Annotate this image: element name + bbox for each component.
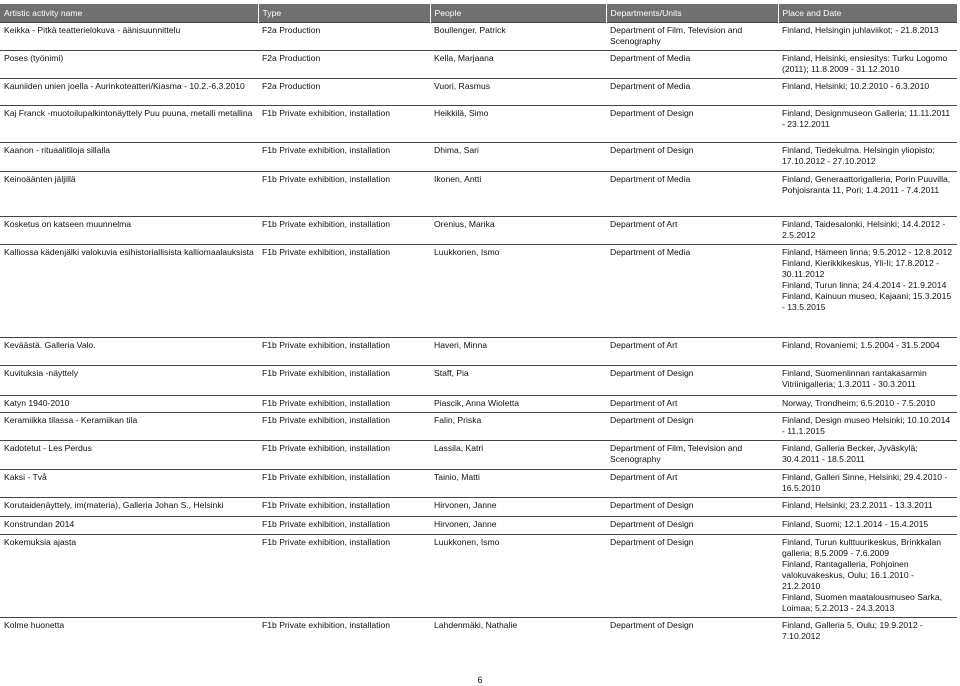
cell-activity-name: Kaksi - Två xyxy=(0,470,258,498)
cell-activity-name: Keväästä. Galleria Valo. xyxy=(0,338,258,366)
table-row xyxy=(0,217,957,245)
cell-place-date: Finland, Suomenlinnan rantakasarmin Vitriinigalleria; 1.3.2011 - 30.3.2011 xyxy=(778,366,957,396)
table-body xyxy=(0,23,957,649)
cell-people: Ikonen, Antti xyxy=(430,172,606,217)
table-row xyxy=(0,441,957,470)
cell-place-date: Finland, Suomi; 12.1.2014 - 15.4.2015 xyxy=(778,517,957,535)
cell-department: Department of Art xyxy=(606,396,778,413)
cell-type: F1b Private exhibition, installation xyxy=(258,517,430,535)
cell-activity-name: Keramiikka tilassa - Keramiikan tila xyxy=(0,413,258,441)
cell-people: Kella, Marjaana xyxy=(430,51,606,79)
cell-people: Hirvonen, Janne xyxy=(430,498,606,517)
cell-type: F1b Private exhibition, installation xyxy=(258,470,430,498)
cell-people: Lahdenmäki, Nathalie xyxy=(430,618,606,649)
cell-activity-name: Keinoäänten jäljillä xyxy=(0,172,258,217)
table-row xyxy=(0,498,957,517)
table-row xyxy=(0,338,957,366)
cell-department: Department of Art xyxy=(606,338,778,366)
cell-type: F1b Private exhibition, installation xyxy=(258,338,430,366)
cell-department: Department of Design xyxy=(606,413,778,441)
cell-department: Department of Film, Television and Scenography xyxy=(606,23,778,51)
cell-place-date: Finland, Taidesalonki, Helsinki; 14.4.2012 - 2.5.2012 xyxy=(778,217,957,245)
cell-people: Vuori, Rasmus xyxy=(430,79,606,106)
cell-place-date: Finland, Helsinki; 23.2.2011 - 13.3.2011 xyxy=(778,498,957,517)
header-departments: Departments/Units xyxy=(606,4,778,23)
cell-type: F1b Private exhibition, installation xyxy=(258,245,430,338)
cell-type: F1b Private exhibition, installation xyxy=(258,143,430,172)
table-row xyxy=(0,517,957,535)
cell-department: Department of Media xyxy=(606,172,778,217)
header-place-date: Place and Date xyxy=(778,4,957,23)
cell-place-date: Finland, Helsingin juhlaviikot; - 21.8.2013 xyxy=(778,23,957,51)
cell-people: Lassila, Katri xyxy=(430,441,606,470)
cell-activity-name: Kosketus on katseen muunnelma xyxy=(0,217,258,245)
table-row xyxy=(0,172,957,217)
table-row xyxy=(0,618,957,649)
cell-people: Heikkilä, Simo xyxy=(430,106,606,143)
cell-people: Tainio, Matti xyxy=(430,470,606,498)
cell-department: Department of Design xyxy=(606,517,778,535)
table-row xyxy=(0,106,957,143)
cell-people: Dhima, Sari xyxy=(430,143,606,172)
cell-place-date: Finland, Galleria 5, Oulu; 19.9.2012 - 7.10.2012 xyxy=(778,618,957,649)
cell-people: Haveri, Minna xyxy=(430,338,606,366)
cell-activity-name: Kalliossa kädenjälki valokuvia esihistoriallisista kalliomaalauksista xyxy=(0,245,258,338)
cell-department: Department of Media xyxy=(606,245,778,338)
cell-department: Department of Design xyxy=(606,106,778,143)
cell-department: Department of Media xyxy=(606,79,778,106)
table-row xyxy=(0,396,957,413)
cell-place-date: Finland, Design museo Helsinki; 10.10.2014 - 11.1.2015 xyxy=(778,413,957,441)
cell-activity-name: Korutaidenäyttely, im(materia), Galleria Johan S., Helsinki xyxy=(0,498,258,517)
cell-type: F1b Private exhibition, installation xyxy=(258,396,430,413)
cell-department: Department of Design xyxy=(606,366,778,396)
cell-activity-name: Kuvituksia -näyttely xyxy=(0,366,258,396)
header-row xyxy=(0,4,957,23)
cell-type: F2a Production xyxy=(258,51,430,79)
cell-department: Department of Media xyxy=(606,51,778,79)
cell-type: F1b Private exhibition, installation xyxy=(258,217,430,245)
table-row xyxy=(0,470,957,498)
cell-activity-name: Kaj Franck -muotoilupalkintonäyttely Puu puuna, metalli metallina xyxy=(0,106,258,143)
cell-people: Luukkonen, Ismo xyxy=(430,535,606,618)
cell-department: Department of Film, Television and Scenography xyxy=(606,441,778,470)
cell-activity-name: Kolme huonetta xyxy=(0,618,258,649)
cell-type: F2a Production xyxy=(258,79,430,106)
cell-type: F1b Private exhibition, installation xyxy=(258,413,430,441)
table-row xyxy=(0,245,957,338)
cell-type: F1b Private exhibition, installation xyxy=(258,366,430,396)
cell-people: Falin, Priska xyxy=(430,413,606,441)
cell-people: Luukkonen, Ismo xyxy=(430,245,606,338)
cell-place-date: Finland, Rovaniemi; 1.5.2004 - 31.5.2004 xyxy=(778,338,957,366)
cell-department: Department of Art xyxy=(606,470,778,498)
cell-activity-name: Keikka - Pitkä teatterielokuva - äänisuunnittelu xyxy=(0,23,258,51)
cell-people: Orenius, Marika xyxy=(430,217,606,245)
table-row xyxy=(0,79,957,106)
table-row xyxy=(0,413,957,441)
cell-people: Hirvonen, Janne xyxy=(430,517,606,535)
cell-place-date: Finland, Helsinki; 10.2.2010 - 6.3.2010 xyxy=(778,79,957,106)
cell-activity-name: Kaanon - rituaalitiloja sillalla xyxy=(0,143,258,172)
cell-type: F1b Private exhibition, installation xyxy=(258,618,430,649)
table-row xyxy=(0,366,957,396)
cell-place-date: Finland, Galleria Becker, Jyväskylä; 30.4.2011 - 18.5.2011 xyxy=(778,441,957,470)
cell-type: F1b Private exhibition, installation xyxy=(258,106,430,143)
header-type: Type xyxy=(258,4,430,23)
activity-table xyxy=(0,4,957,648)
cell-activity-name: Konstrundan 2014 xyxy=(0,517,258,535)
cell-people: Piascik, Anna Wioletta xyxy=(430,396,606,413)
cell-type: F1b Private exhibition, installation xyxy=(258,498,430,517)
cell-department: Department of Design xyxy=(606,498,778,517)
cell-place-date: Norway, Trondheim; 6.5.2010 - 7.5.2010 xyxy=(778,396,957,413)
cell-activity-name: Katyn 1940-2010 xyxy=(0,396,258,413)
cell-department: Department of Design xyxy=(606,143,778,172)
cell-activity-name: Kauniiden unien joella - Aurinkoteatteri/Kiasma - 10.2.-6.3.2010 xyxy=(0,79,258,106)
cell-place-date: Finland, Designmuseon Galleria; 11.11.2011 - 23.12.2011 xyxy=(778,106,957,143)
cell-type: F1b Private exhibition, installation xyxy=(258,535,430,618)
cell-activity-name: Poses (työnimi) xyxy=(0,51,258,79)
cell-department: Department of Design xyxy=(606,618,778,649)
cell-place-date: Finland, Galleri Sinne, Helsinki; 29.4.2010 - 16.5.2010 xyxy=(778,470,957,498)
cell-people: Staff, Pia xyxy=(430,366,606,396)
cell-type: F1b Private exhibition, installation xyxy=(258,441,430,470)
cell-place-date: Finland, Generaattorigalleria, Porin Puuvilla, Pohjoisranta 11, Pori; 1.4.2011 - 7.4.2011 xyxy=(778,172,957,217)
cell-department: Department of Design xyxy=(606,535,778,618)
cell-type: F1b Private exhibition, installation xyxy=(258,172,430,217)
cell-type: F2a Production xyxy=(258,23,430,51)
cell-activity-name: Kokemuksia ajasta xyxy=(0,535,258,618)
cell-activity-name: Kadotetut - Les Perdus xyxy=(0,441,258,470)
table-row xyxy=(0,51,957,79)
table-row xyxy=(0,143,957,172)
cell-place-date: Finland, Tiedekulma. Helsingin yliopisto; 17.10.2012 - 27.10.2012 xyxy=(778,143,957,172)
page-number: 6 xyxy=(477,675,483,685)
cell-department: Department of Art xyxy=(606,217,778,245)
cell-people: Boullenger, Patrick xyxy=(430,23,606,51)
cell-place-date: Finland, Helsinki, ensiesitys: Turku Logomo (2011); 11.8.2009 - 31.12.2010 xyxy=(778,51,957,79)
table-row xyxy=(0,535,957,618)
header-activity-name: Artistic activity name xyxy=(0,4,258,23)
table-row xyxy=(0,23,957,51)
header-people: People xyxy=(430,4,606,23)
cell-place-date: Finland, Turun kulttuurikeskus, Brinkkalan galleria; 8.5.2009 - 7.6.2009 Finland, Rantagalleria, Pohjoinen valokuvakeskus, Oulu; 16.1.2010 - 21.2.2010 Finland, Suomen maatalousmuseo Sarka, Loimaa; 5.2.2013 - 24.3.2013 xyxy=(778,535,957,618)
cell-place-date: Finland, Hämeen linna; 9.5.2012 - 12.8.2012 Finland, Kierikkikeskus, Yli-Ii; 17.8.2012 - 30.11.2012 Finland, Turun linna; 24.4.2014 - 21.9.2014 Finland, Kainuun museo, Kajaani; 15.3.2015 - 13.5.2015 xyxy=(778,245,957,338)
